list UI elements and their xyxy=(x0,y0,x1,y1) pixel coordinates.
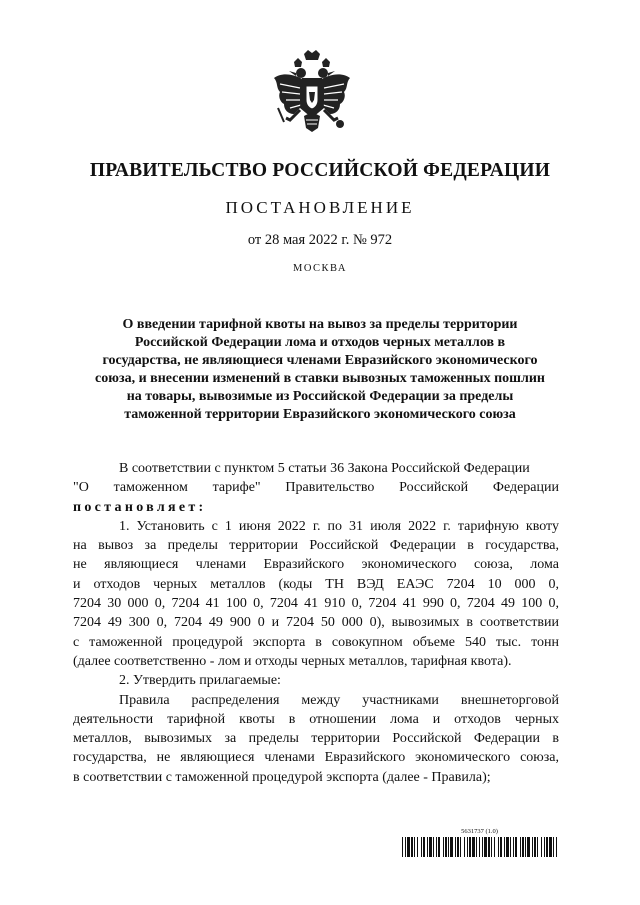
body-line: государства, не являющиеся членами Евразийского экономического союза, xyxy=(73,750,559,766)
body-line: не являющиеся членами Евразийского экономического союза, лома xyxy=(73,557,559,573)
barcode-icon xyxy=(402,837,557,857)
heading-line: О введении тарифной квоты на вывоз за пределы территории xyxy=(122,317,518,332)
body-line: 7204 30 000 0, 7204 41 100 0, 7204 41 910 0, 7204 41 990 0, 7204 49 100 0, xyxy=(73,596,559,612)
document-heading xyxy=(80,316,560,424)
government-title: ПРАВИТЕЛЬСТВО РОССИЙСКОЙ ФЕДЕРАЦИИ xyxy=(89,160,551,181)
body-line: Правила распределения между участниками внешнеторговой xyxy=(119,692,559,708)
heading-line: государства, не являющиеся членами Евразийского экономического xyxy=(102,353,538,368)
heading-line: союза, и внесении изменений в ставки вывозных таможенных пошлин xyxy=(95,371,545,386)
body-line: 2. Утвердить прилагаемые: xyxy=(119,673,281,689)
heading-line: Российской Федерации лома и отходов черных металлов в xyxy=(134,335,506,350)
body-line: на вывоз за пределы территории Российской Федерации в государства, xyxy=(73,538,559,554)
heading-line: таможенной территории Евразийского экономического союза xyxy=(124,407,516,422)
barcode-number: 5631737 (1.0) xyxy=(461,828,498,835)
body-line: "О таможенном тарифе" Правительство Российской Федерации xyxy=(73,480,559,496)
heading-line: на товары, вывозимые из Российской Федерации за пределы xyxy=(126,389,514,404)
body-line: металлов, вывозимых за пределы территории Российской Федерации в xyxy=(73,731,559,747)
document-city: МОСКВА xyxy=(293,263,347,274)
document-date-number: от 28 мая 2022 г. № 972 xyxy=(247,232,393,248)
body-line: и отходов черных металлов (коды ТН ВЭД ЕАЭС 7204 10 000 0, xyxy=(73,576,559,592)
body-line: с таможенной процедурой экспорта в совокупном объеме 540 тыс. тонн xyxy=(73,634,559,650)
body-line: в соответствии с таможенной процедурой экспорта (далее - Правила); xyxy=(73,769,491,785)
document-type: ПОСТАНОВЛЕНИЕ xyxy=(225,198,415,217)
resolves-keyword: постановляет: xyxy=(73,499,207,515)
body-line: 7204 49 300 0, 7204 49 900 0 и 7204 50 000 0), вывозимых в соответствии xyxy=(73,615,559,631)
body-line: В соответствии с пунктом 5 статьи 36 Закона Российской Федерации xyxy=(119,461,530,476)
body-line: (далее соответственно - лом и отходы черных металлов, тарифная квота). xyxy=(73,653,512,669)
document-body xyxy=(73,459,559,787)
body-line: деятельности тарифной квоты в отношении лома и отходов черных xyxy=(73,711,559,727)
coat-of-arms-emblem xyxy=(270,48,354,150)
body-line: 1. Установить с 1 июня 2022 г. по 31 июля 2022 г. тарифную квоту xyxy=(119,518,559,534)
document-barcode xyxy=(402,828,557,858)
